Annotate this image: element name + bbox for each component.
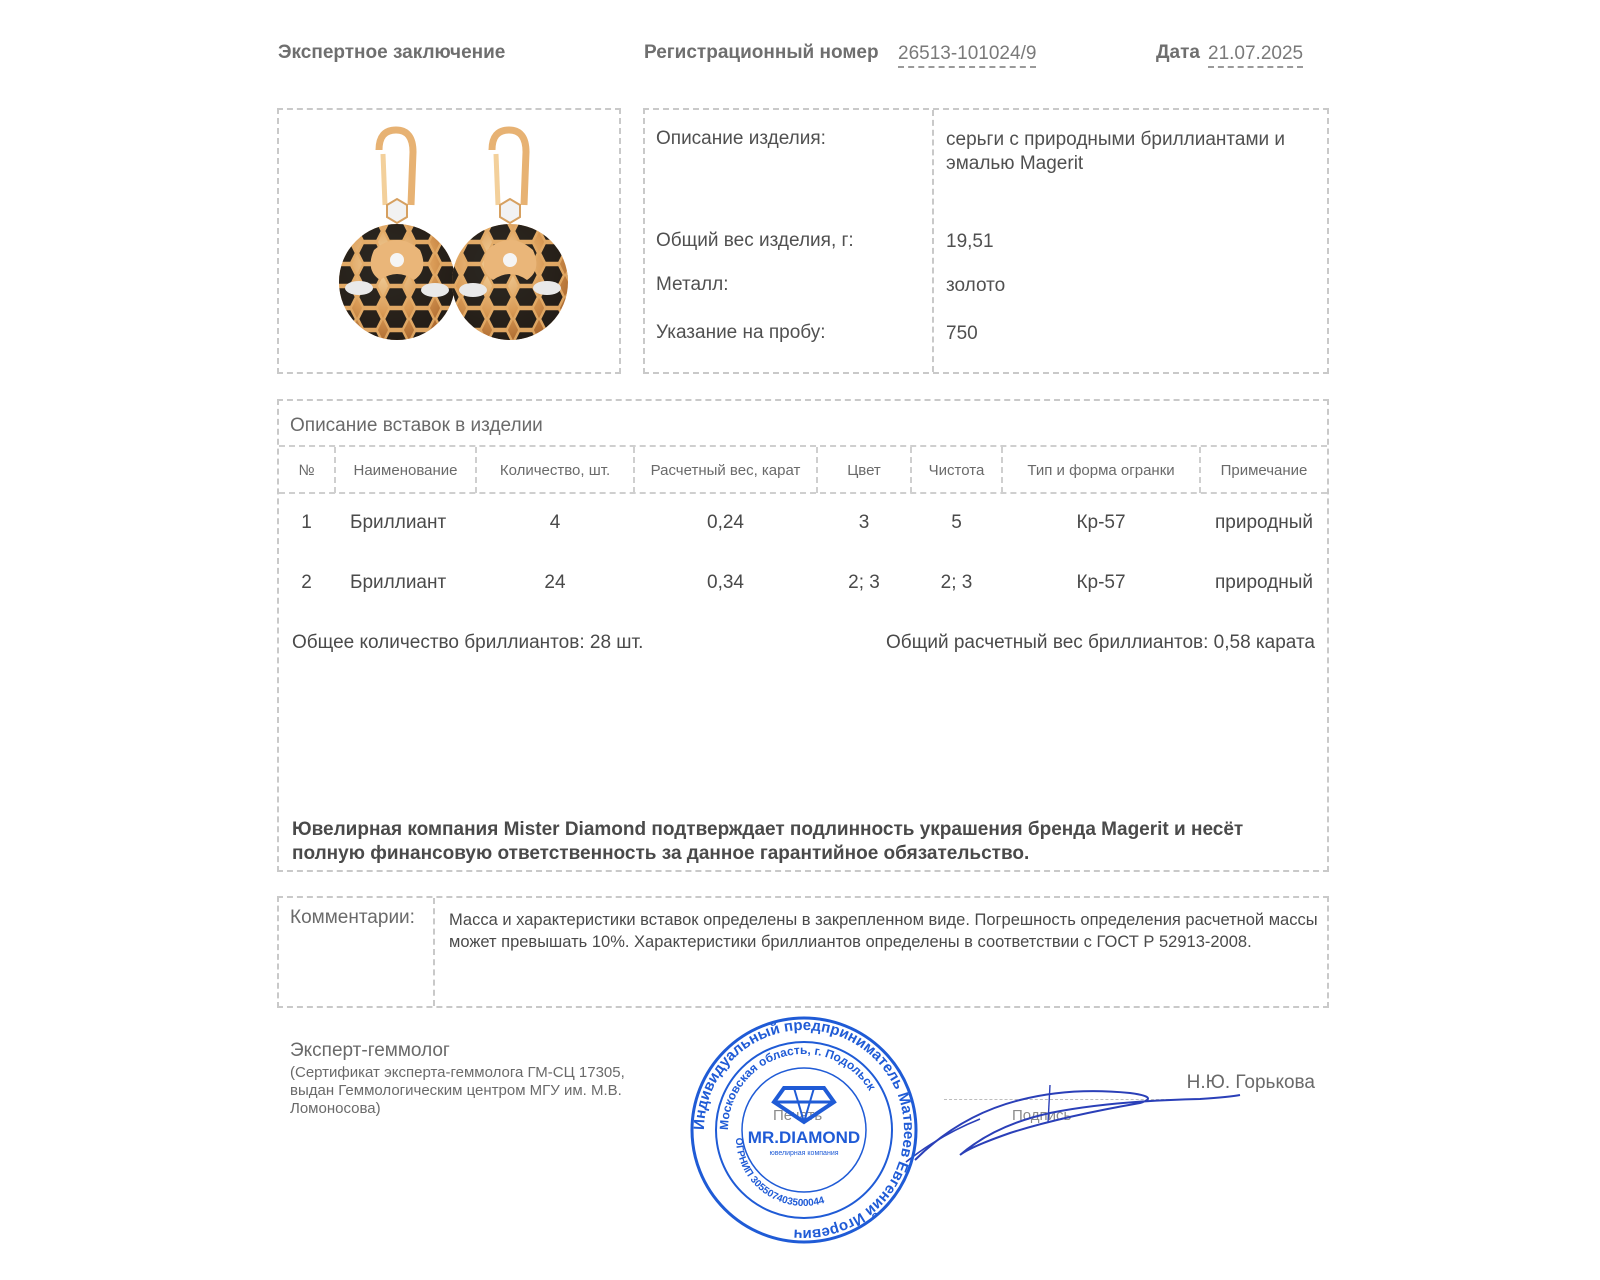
expert-certificate: (Сертификат эксперта-геммолога ГМ-СЦ 17305, выдан Геммологическим центром МГУ им. М.В. Ломоносова) [290, 1064, 625, 1117]
stamp-ring-text: Индивидуальный предприниматель Матвеев Евгений Игоревич [690, 1016, 918, 1244]
table-cell-cut: Кр-57 [1076, 512, 1126, 533]
comments-text: Масса и характеристики вставок определены в закрепленном виде. Погрешность определения расчетной массы может превышать 10%. Характеристики бриллиантов определены в соответствии с ГОСТ Р 52913-2008. [449, 911, 1318, 951]
comments-divider [433, 898, 435, 1006]
diamond-logo-icon [774, 1088, 834, 1122]
signature-label: Подпись [1012, 1107, 1072, 1124]
total-count: Общее количество бриллиантов: 28 шт. [292, 632, 644, 653]
earrings-photo-icon [279, 110, 619, 372]
table-cell-cut: Кр-57 [1076, 572, 1126, 593]
document-title: Экспертное заключение [278, 42, 506, 63]
properties-divider [932, 110, 934, 372]
table-cell-weight: 0,34 [707, 572, 744, 593]
stamp-label: Печать [773, 1107, 823, 1124]
column-header-clarity: Чистота [928, 462, 985, 479]
table-cell-name: Бриллиант [350, 512, 447, 533]
handwritten-signature [900, 1075, 1260, 1185]
description-value: серьги с природными бриллиантами и эмалью Magerit [946, 129, 1286, 174]
svg-text:ОГРНИП 305507403500044 [733, 1137, 826, 1209]
column-header-note: Примечание [1220, 462, 1308, 479]
table-cell-name: Бриллиант [350, 572, 447, 593]
stamp-brand: MR.DIAMOND [747, 1128, 861, 1147]
table-header-bottom-line [279, 492, 1327, 494]
weight-value: 19,51 [946, 231, 994, 252]
stamp-inner-text: Московская область, г. Подольск [716, 1042, 879, 1131]
expert-name: Н.Ю. Горькова [1186, 1072, 1315, 1093]
table-cell-note: природный [1214, 512, 1314, 533]
table-cell-number: 1 [301, 512, 312, 533]
table-cell-color: 3 [858, 512, 870, 533]
table-cell-number: 2 [301, 572, 312, 593]
table-cell-quantity: 4 [549, 512, 561, 533]
registration-number: 26513-101024/9 [898, 43, 1036, 65]
table-cell-weight: 0,24 [707, 512, 744, 533]
column-header-number: № [298, 462, 315, 479]
inserts-title: Описание вставок в изделии [290, 415, 543, 436]
table-cell-clarity: 2; 3 [940, 572, 973, 593]
table-cell-note: природный [1214, 572, 1314, 593]
guarantee-statement: Ювелирная компания Mister Diamond подтверждает подлинность украшения бренда Magerit и несёт полную финансовую ответственность за данное гарантийное обязательство. [292, 819, 1244, 864]
column-header-name: Наименование [353, 462, 458, 479]
description-label: Описание изделия: [656, 128, 826, 149]
metal-label: Металл: [656, 274, 729, 295]
expert-title: Эксперт-геммолог [290, 1040, 450, 1061]
earring-left [339, 130, 455, 340]
metal-value: золото [946, 275, 1006, 296]
column-header-cut: Тип и форма огранки [1027, 462, 1175, 479]
table-cell-clarity: 5 [951, 512, 962, 533]
table-cell-color: 2; 3 [848, 572, 880, 593]
hallmark-value: 750 [946, 323, 978, 344]
date-label: Дата [1156, 42, 1200, 63]
column-header-weight: Расчетный вес, карат [650, 462, 801, 479]
comments-label: Комментарии: [290, 907, 415, 928]
hallmark-label: Указание на пробу: [656, 322, 826, 343]
stamp-ogrn: ОГРНИП 305507403500044 [732, 1137, 826, 1210]
stamp-brand-sub: ювелирная компания [769, 1150, 839, 1157]
earring-right [452, 130, 568, 340]
company-stamp [688, 1014, 920, 1246]
total-weight: Общий расчетный вес бриллиантов: 0,58 карата [886, 632, 1315, 653]
registration-label: Регистрационный номер [644, 42, 879, 63]
product-photo-box [277, 108, 621, 374]
table-header-top-line [279, 445, 1327, 447]
table-cell-quantity: 24 [544, 572, 566, 593]
column-header-quantity: Количество, шт. [499, 462, 611, 479]
column-header-color: Цвет [847, 462, 881, 479]
date-value: 21.07.2025 [1208, 43, 1303, 65]
weight-label: Общий вес изделия, г: [656, 230, 854, 251]
